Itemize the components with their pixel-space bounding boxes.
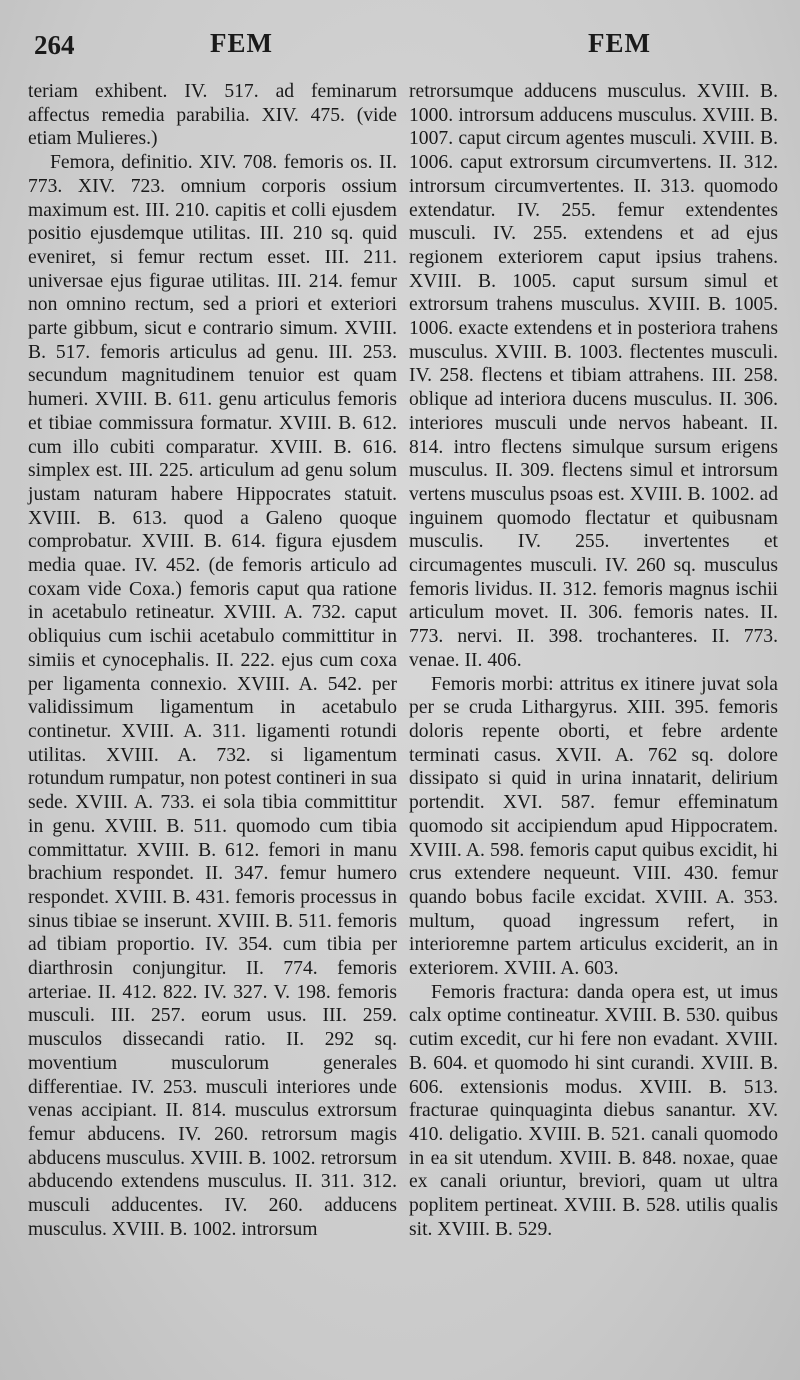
index-entry-femoris-morbi: Femoris morbi: attritus ex itinere juvat sola per se cruda Lithargyrus. XIII. 395. femoris doloris repente oborti, et febre ardente terminati casus. XVII. A. 762 sq. dolore dissipato si quid in urina innatarit, delirium portendit. XVI. 587. femur effeminatum quomodo sit accipiendum apud Hippocratem. XVIII. A. 598. femoris caput quibus excidit, hi crus extendere nequeunt. VIII. 430. femur quando bobus facile excidat. XVIII. A. 353. multum, quoad ingressum refert, in interioremne partem articulus exciderit, an in exteriorem. XVIII. A. 603. [409,673,778,980]
page-number: 264 [34,30,75,60]
index-entry-femoris-fractura: Femoris fractura: danda opera est, ut imus calx optime contineatur. XVIII. B. 530. quibus cutim excedit, cur hi fere non evadant. XVIII. B. 604. et quomodo hi sint curandi. XVIII. B. 606. extensionis modus. XVIII. B. 513. fracturae quinquaginta diebus sanantur. XV. 410. deligatio. XVIII. B. 521. canali quomodo in ea sit utendum. XVIII. B. 848. noxae, quae ex canali oriuntur, breviori, quam ut ultra poplitem pertineat. XVIII. B. 528. utilis qualis sit. XVIII. B. 529. [409,981,778,1240]
right-column [409,80,778,1241]
index-paragraph: retrorsumque adducens musculus. XVIII. B. 1000. introrsum adducens musculus. XVIII. B. 1007. caput circum agentes musculi. XVIII. B. 1006. caput extrorsum circumvertens. II. 312. introrsum circumvertentes. II. 313. quomodo extendatur. IV. 255. femur extendentes musculi. IV. 255. extendens et ad ejus regionem exteriorem caput ipsius trahens. XVIII. B. 1005. caput sursum simul et extrorsum trahens musculus. XVIII. B. 1005. 1006. exacte extendens et in posteriora trahens musculus. XVIII. B. 1003. flectentes musculi. IV. 258. flectens et tibiam attrahens. III. 258. oblique ad interiora ducens musculus. II. 306. interiores musculi unde nervos habeant. II. 814. intro flectens simulque sursum erigens musculus. II. 309. flectens simul et introrsum vertens musculus psoas est. XVIII. B. 1002. ad inguinem quomodo flectatur et quibusnam musculis. IV. 255. invertentes et circumagentes musculi. IV. 260 sq. musculus femoris lividus. II. 312. femoris magnus ischii articulum movet. II. 306. femoris nates. II. 773. nervi. II. 398. trochanteres. II. 773. venae. II. 406. [409,81,778,671]
left-column [28,80,397,1241]
index-paragraph: teriam exhibent. IV. 517. ad feminarum affectus remedia parabilia. XIV. 475. (vide etiam Mulieres.) [28,81,397,150]
index-entry-femora: Femora, definitio. XIV. 708. femoris os. II. 773. XIV. 723. omnium corporis ossium maximum est. III. 210. capitis et colli ejusdem positio ejusdemque utilitas. III. 210 sq. quid eveniret, si femur rectum esset. III. 211. universae ejus figurae utilitas. III. 214. femur non omnino rectum, sed a priori et exteriori parte gibbum, sicut e contrario simum. XVIII. B. 517. femoris articulus ad genu. III. 253. secundum magnitudinem tenuior est quam humeri. XVIII. B. 611. genu articulus femoris et tibiae commissura formatur. XVIII. B. 612. cum illo cubiti comparatur. XVIII. B. 616. simplex est. III. 225. articulum ad genu solum justam naturam habere Hippocrates statuit. XVIII. B. 613. quod a Galeno quoque comprobatur. XVIII. B. 614. figura ejusdem media quae. IV. 452. (de femoris articulo ad coxam vide Coxa.) femoris caput qua ratione in acetabulo retineatur. XVIII. A. 732. caput obliquius cum ischii acetabulo committitur in simiis et cynocephalis. II. 222. ejus cum coxa per ligamenta connexio. XVIII. A. 542. per validissimum ligamentum in acetabulo continetur. XVIII. A. 311. ligamenti rotundi utilitas. XVIII. A. 732. si ligamentum rotundum rumpatur, non potest contineri in sua sede. XVIII. A. 733. ei sola tibia committitur in genu. XVIII. B. 511. quomodo cum tibia committatur. XVIII. B. 612. femori in manu brachium respondet. II. 347. femur humero respondet. XVIII. B. 431. femoris processus in sinus tibiae se inserunt. XVIII. B. 511. femoris ad tibiam proportio. IV. 354. cum tibia per diarthrosin conjungitur. II. 774. femoris arteriae. II. 412. 822. IV. 327. V. 198. femoris musculi. III. 257. eorum usus. III. 259. musculos dissecandi ratio. II. 292 sq. moventium musculorum generales differentiae. IV. 253. musculi interiores unde venas accipiant. II. 814. musculus extrorsum femur abducens. IV. 260. retrorsum magis abducens musculus. XVIII. B. 1002. retrorsum abducendo extendens musculus. II. 311. 312. musculi adducentes. IV. 260. adducens musculus. XVIII. B. 1002. introrsum [28,152,397,1240]
left-running-title: FEM [210,28,273,58]
right-running-title: FEM [588,28,651,58]
running-head [28,22,778,72]
text-columns [28,80,778,1241]
